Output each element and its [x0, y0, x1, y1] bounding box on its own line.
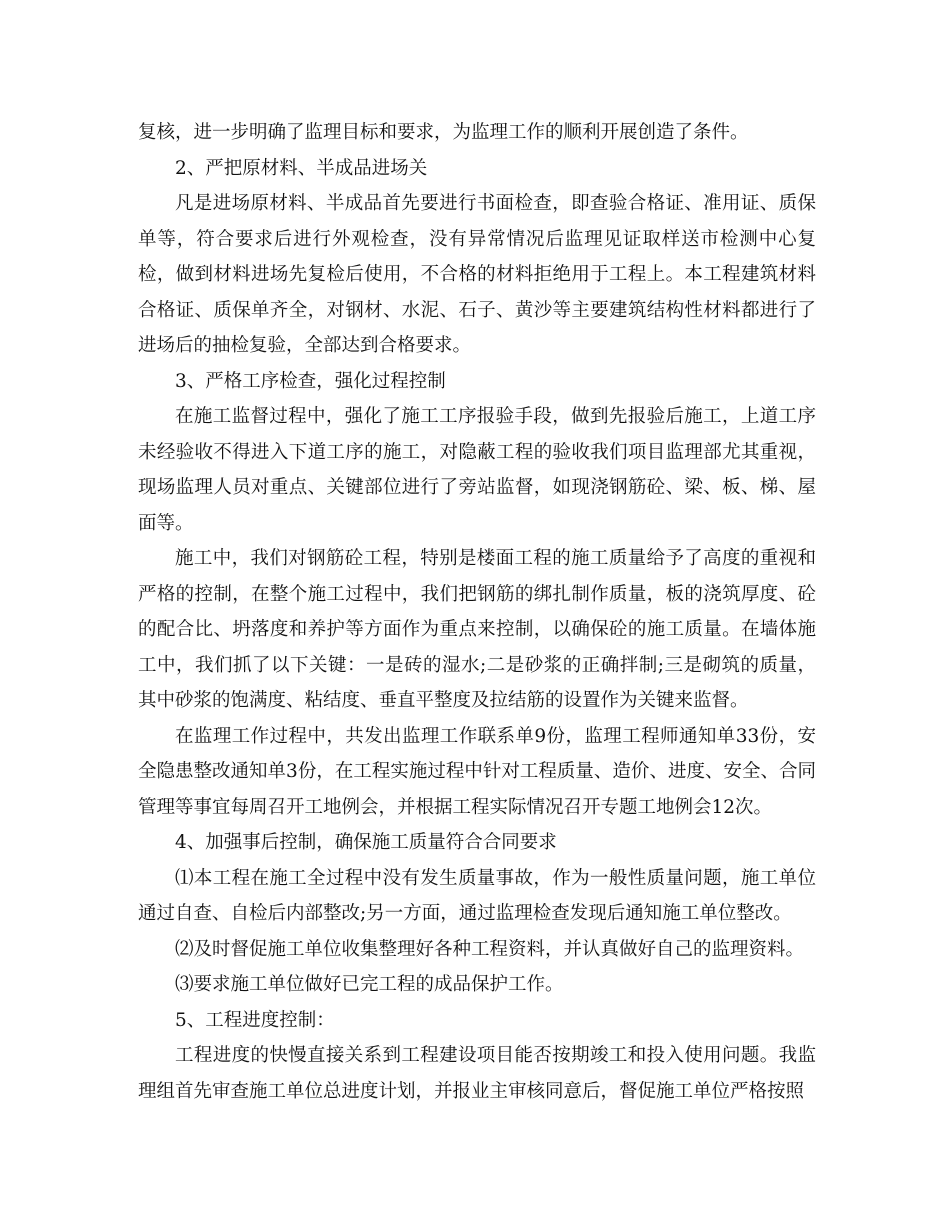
paragraph-schedule: 工程进度的快慢直接关系到工程建设项目能否按期竣工和投入使用问题。我监理组首先审查施工单位总进度计划，并报业主审核同意后，督促施工单位严格按照	[138, 1045, 816, 1102]
section-heading-3: 3、严格工序检查，强化过程控制	[175, 370, 446, 392]
list-item-3: ⑶要求施工单位做好已完工程的成品保护工作。	[175, 974, 564, 995]
section-heading-4: 4、加强事后控制，确保施工质量符合合同要求	[175, 832, 557, 853]
paragraph-notices: 在监理工作过程中，共发出监理工作联系单9份，监理工程师通知单33份，安全隐患整改通知单3份，在工程实施过程中针对工程质量、造价、进度、安全、合同管理等事宜每周召开工地例会，并根据工程实际情况召开专题工地例会12次。	[138, 725, 816, 818]
document-body	[138, 115, 816, 1109]
section-heading-5: 5、工程进度控制：	[175, 1009, 335, 1031]
list-item-1: ⑴本工程在施工全过程中没有发生质量事故，作为一般性质量问题，施工单位通过自查、自检后内部整改;另一方面，通过监理检查发现后通知施工单位整改。	[138, 867, 816, 924]
section-heading-2: 2、严把原材料、半成品进场关	[175, 157, 428, 179]
paragraph-materials: 凡是进场原材料、半成品首先要进行书面检查，即查验合格证、准用证、质保单等，符合要求后进行外观检查，没有异常情况后监理见证取样送市检测中心复检，做到材料进场先复检后使用，不合格的材料拒绝用于工程上。本工程建筑材料合格证、质保单齐全，对钢材、水泥、石子、黄沙等主要建筑结构性材料都进行了进场后的抽检复验，全部达到合格要求。	[138, 193, 816, 356]
paragraph-1: 复核，进一步明确了监理目标和要求，为监理工作的顺利开展创造了条件。	[138, 122, 749, 143]
paragraph-concrete-works: 施工中，我们对钢筋砼工程，特别是楼面工程的施工质量给予了高度的重视和严格的控制，在整个施工过程中，我们把钢筋的绑扎制作质量，板的浇筑厚度、砼的配合比、坍落度和养护等方面作为重点来控制，以确保砼的施工质量。在墙体施工中，我们抓了以下关键：一是砖的湿水;二是砂浆的正确拌制;三是砌筑的质量，其中砂浆的饱满度、粘结度、垂直平整度及拉结筋的设置作为关键来监督。	[138, 548, 816, 711]
list-item-2: ⑵及时督促施工单位收集整理好各种工程资料，并认真做好自己的监理资料。	[175, 938, 805, 960]
paragraph-process-control: 在施工监督过程中，强化了施工工序报验手段，做到先报验后施工，上道工序未经验收不得进入下道工序的施工，对隐蔽工程的验收我们项目监理部尤其重视，现场监理人员对重点、关键部位进行了旁站监督，如现浇钢筋砼、梁、板、梯、屋面等。	[138, 406, 816, 534]
